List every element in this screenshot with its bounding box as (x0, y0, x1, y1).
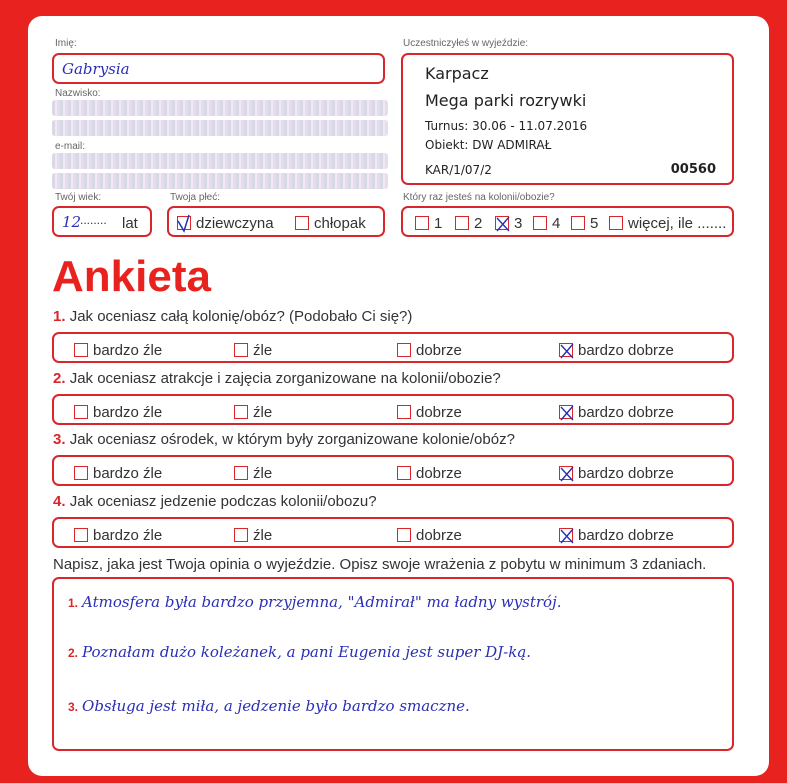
opinion-line-text: Poznałam dużo koleżanek, a pani Eugenia jest super DJ-ką. (82, 643, 532, 661)
rating-option[interactable] (74, 465, 162, 482)
rating-label: bardzo dobrze (578, 342, 674, 359)
times-option-1[interactable] (415, 215, 442, 232)
opinion-line-3 (68, 697, 470, 715)
rating-checkbox[interactable] (234, 343, 248, 357)
rating-label: źle (253, 527, 273, 544)
trip-info-box (401, 53, 734, 185)
rating-checkbox[interactable] (234, 466, 248, 480)
rating-option[interactable] (234, 404, 272, 421)
rating-label: źle (253, 404, 273, 421)
check-mark-icon (175, 212, 195, 234)
rating-checkbox[interactable] (397, 405, 411, 419)
rating-checkbox[interactable] (74, 343, 88, 357)
gender-field (167, 206, 385, 237)
rating-option[interactable] (559, 342, 674, 359)
email-redacted-2 (52, 173, 388, 189)
trip-object: Obiekt: DW ADMIRAŁ (425, 138, 552, 152)
times-option-label: 3 (514, 215, 523, 232)
name-label: Imię: (55, 38, 77, 49)
opinion-field[interactable] (52, 577, 734, 751)
opinion-line-number: 2. (68, 646, 79, 660)
trip-turnus: Turnus: 30.06 - 11.07.2016 (425, 119, 588, 133)
rating-checkbox[interactable] (234, 528, 248, 542)
question-4 (53, 493, 377, 510)
times-checkbox-5[interactable] (571, 216, 585, 230)
times-field (401, 206, 734, 237)
rating-label: źle (253, 465, 273, 482)
survey-title: Ankieta (52, 252, 211, 301)
gender-label: Twoja płeć: (170, 192, 221, 203)
rating-checkbox[interactable] (559, 405, 573, 419)
question-1 (53, 308, 412, 325)
gender-male-option[interactable] (295, 215, 366, 232)
question-text: Jak oceniasz jedzenie podczas kolonii/obozu? (69, 493, 377, 510)
age-dots: ........ (80, 213, 107, 227)
age-unit: lat (122, 215, 138, 232)
cross-mark-icon (557, 339, 577, 361)
gender-female-label: dziewczyna (196, 215, 274, 232)
question-1-options (52, 332, 734, 363)
name-value: Gabrysia (62, 60, 130, 78)
rating-label: bardzo źle (93, 527, 163, 544)
rating-option[interactable] (234, 527, 272, 544)
rating-checkbox[interactable] (559, 528, 573, 542)
times-option-label: 1 (434, 215, 443, 232)
trip-code: KAR/1/07/2 (425, 163, 492, 177)
email-redacted (52, 153, 388, 169)
rating-label: bardzo źle (93, 465, 163, 482)
rating-label: źle (253, 342, 273, 359)
question-text: Jak oceniasz atrakcje i zajęcia zorganizowane na kolonii/obozie? (69, 370, 501, 387)
question-number: 3. (53, 431, 66, 448)
rating-label: dobrze (416, 404, 462, 421)
opinion-line-text: Atmosfera była bardzo przyjemna, "Admirał" ma ładny wystrój. (82, 593, 562, 611)
gender-male-checkbox[interactable] (295, 216, 309, 230)
rating-checkbox[interactable] (397, 528, 411, 542)
rating-option[interactable] (559, 404, 674, 421)
trip-name: Mega parki rozrywki (425, 91, 587, 110)
opinion-line-text: Obsługa jest miła, a jedzenie było bardzo smaczne. (82, 697, 470, 715)
opinion-line-number: 1. (68, 596, 79, 610)
rating-checkbox[interactable] (397, 466, 411, 480)
times-option-5[interactable] (571, 215, 598, 232)
question-number: 2. (53, 370, 66, 387)
times-option-2[interactable] (455, 215, 482, 232)
rating-option[interactable] (397, 404, 462, 421)
surname-label: Nazwisko: (55, 88, 101, 99)
rating-option[interactable] (74, 527, 162, 544)
question-text: Jak oceniasz całą kolonię/obóz? (Podobało Ci się?) (69, 308, 413, 325)
trip-place: Karpacz (425, 64, 489, 83)
cross-mark-icon (557, 524, 577, 546)
rating-checkbox[interactable] (74, 528, 88, 542)
rating-option[interactable] (74, 342, 162, 359)
rating-label: bardzo dobrze (578, 527, 674, 544)
surname-redacted (52, 100, 388, 116)
cross-mark-icon (557, 401, 577, 423)
rating-label: dobrze (416, 527, 462, 544)
times-option-label: 5 (590, 215, 599, 232)
rating-option[interactable] (559, 465, 674, 482)
times-checkbox-4[interactable] (533, 216, 547, 230)
rating-label: bardzo źle (93, 342, 163, 359)
opinion-line-1 (68, 593, 562, 611)
times-label: Który raz jesteś na kolonii/obozie? (403, 192, 555, 203)
gender-male-label: chłopak (314, 215, 366, 232)
opinion-prompt: Napisz, jaka jest Twoja opinia o wyjeździe. Opisz swoje wrażenia z pobytu w minimum 3 zdaniach. (53, 556, 707, 573)
times-checkbox-1[interactable] (415, 216, 429, 230)
times-option-label: 4 (552, 215, 561, 232)
age-value: 12 (62, 213, 82, 231)
age-label: Twój wiek: (55, 192, 102, 203)
times-option-4[interactable] (533, 215, 560, 232)
times-option-3[interactable] (495, 215, 522, 232)
question-2-options (52, 394, 734, 425)
times-checkbox-more[interactable] (609, 216, 623, 230)
question-3-options (52, 455, 734, 486)
rating-checkbox[interactable] (397, 343, 411, 357)
rating-option[interactable] (234, 465, 272, 482)
gender-female-option[interactable] (177, 215, 274, 232)
surname-redacted-2 (52, 120, 388, 136)
rating-option[interactable] (397, 465, 462, 482)
question-text: Jak oceniasz ośrodek, w którym były zorganizowane kolonie/obóz? (69, 431, 515, 448)
rating-checkbox[interactable] (74, 405, 88, 419)
trip-label: Uczestniczyłeś w wyjeździe: (403, 38, 529, 49)
name-field[interactable] (52, 53, 385, 84)
cross-mark-icon (557, 462, 577, 484)
rating-option[interactable] (234, 342, 272, 359)
question-2 (53, 370, 501, 387)
rating-label: dobrze (416, 465, 462, 482)
question-4-options (52, 517, 734, 548)
rating-checkbox[interactable] (234, 405, 248, 419)
rating-label: bardzo źle (93, 404, 163, 421)
times-checkbox-2[interactable] (455, 216, 469, 230)
rating-label: dobrze (416, 342, 462, 359)
age-field[interactable] (52, 206, 152, 237)
trip-number: 00560 (670, 162, 716, 177)
question-3 (53, 431, 515, 448)
question-number: 1. (53, 308, 66, 325)
rating-option[interactable] (397, 342, 462, 359)
opinion-line-number: 3. (68, 700, 79, 714)
times-option-more[interactable] (609, 215, 726, 232)
rating-option[interactable] (74, 404, 162, 421)
times-option-label: więcej, ile ....... (628, 215, 727, 232)
rating-checkbox[interactable] (559, 466, 573, 480)
question-number: 4. (53, 493, 66, 510)
rating-option[interactable] (559, 527, 674, 544)
rating-option[interactable] (397, 527, 462, 544)
rating-checkbox[interactable] (559, 343, 573, 357)
times-checkbox-3[interactable] (495, 216, 509, 230)
email-label: e-mail: (55, 141, 86, 152)
rating-label: bardzo dobrze (578, 465, 674, 482)
cross-mark-icon (493, 212, 513, 234)
opinion-line-2 (68, 643, 531, 661)
times-option-label: 2 (474, 215, 483, 232)
rating-checkbox[interactable] (74, 466, 88, 480)
rating-label: bardzo dobrze (578, 404, 674, 421)
gender-female-checkbox[interactable] (177, 216, 191, 230)
